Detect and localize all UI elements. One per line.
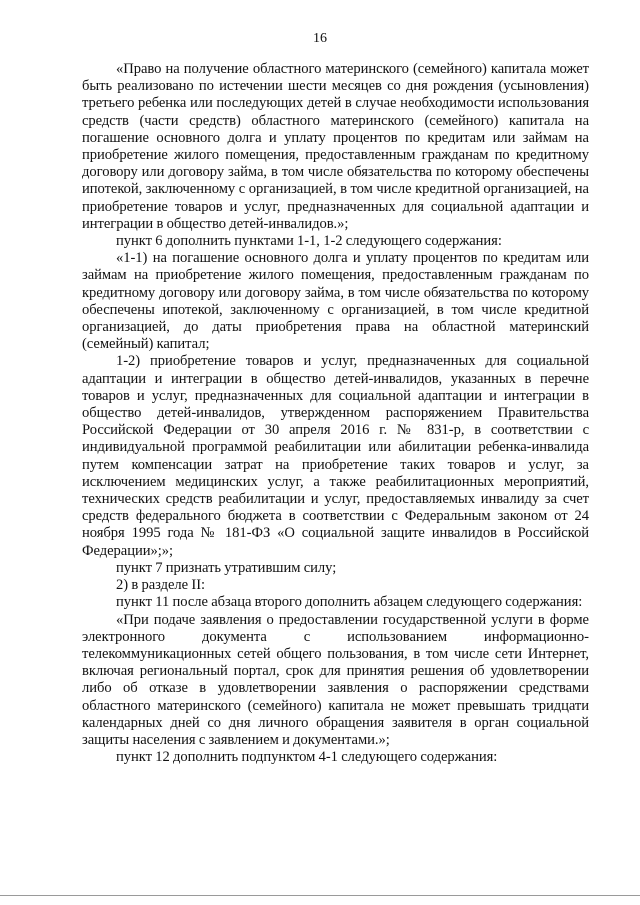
paragraph-section-2: 2) в разделе II: (116, 577, 206, 594)
document-body (82, 61, 589, 766)
paragraph-right-to-capital-quote: «Право на получение областного материнского (семейного) капитала может быть реализовано по истечении шести месяцев со дня рождения (усыновления) третьего ребенка или последующих детей в случае необходимости использования средств (части средств) областного материнского (семейного) капитала на погашение основного долга и уплату процентов по кредитам или займам на приобретение жилого помещения, предоставленным гражданам по кредитному договору или договору займа, в том числе обязательства по которому обеспечены ипотекой, заключенному с организацией, в том числе кредитной организацией, на приобретение товаров и услуг, предназначенных для социальной адаптации и интеграции в общество детей-инвалидов.»; (82, 61, 589, 232)
paragraph-item-12-amendment: пункт 12 дополнить подпунктом 4-1 следующего содержания: (116, 749, 498, 766)
paragraph-item-11-amendment: пункт 11 после абзаца второго дополнить абзацем следующего содержания: (116, 594, 583, 611)
bottom-rule (0, 895, 640, 896)
paragraph-item-6-amendment: пункт 6 дополнить пунктами 1-1, 1-2 следующего содержания: (116, 233, 502, 250)
paragraph-subitem-1-2: 1-2) приобретение товаров и услуг, предназначенных для социальной адаптации и интеграции в общество детей-инвалидов, указанных в перечне товаров и услуг, предназначенных для социальной адаптации и интеграции в общество детей-инвалидов, утвержденном распоряжением Правительства Российской Федерации от 30 апреля 2016 г. № 831-р, в соответствии с индивидуальной программой реабилитации или абилитации ребенка-инвалида путем компенсации затрат на приобретение таких товаров и услуг, за исключением медицинских услуг, а также реабилитационных мероприятий, технических средств реабилитации и услуг, предоставляемых инвалиду за счет средств федерального бюджета в соответствии с Федеральным законом от 24 ноября 1995 года № 181-ФЗ «О социальной защите инвалидов в Российской Федерации»;»; (82, 353, 589, 559)
page-number: 16 (313, 31, 327, 46)
paragraph-subitem-1-1: «1-1) на погашение основного долга и уплату процентов по кредитам или займам на приобретение жилого помещения, предоставленным гражданам по кредитному договору или договору займа, в том числе обязательства по которому обеспечены ипотекой, заключенному с организацией, в том числе кредитной организацией, до даты приобретения права на областной материнский (семейный) капитал; (82, 250, 589, 353)
paragraph-item-7-void: пункт 7 признать утратившим силу; (116, 559, 337, 576)
paragraph-electronic-application-quote: «При подаче заявления о предоставлении государственной услуги в форме электронного документа с использованием информационно-телекоммуникационных сетей общего пользования, в том числе сети Интернет, включая региональный портал, срок для принятия решения об удовлетворении либо об отказе в удовлетворении заявления о распоряжении средствами областного материнского (семейного) капитала не может превышать тридцати календарных дней со дня личного обращения заявителя в орган социальной защиты населения с заявлением и документами.»; (82, 611, 589, 748)
